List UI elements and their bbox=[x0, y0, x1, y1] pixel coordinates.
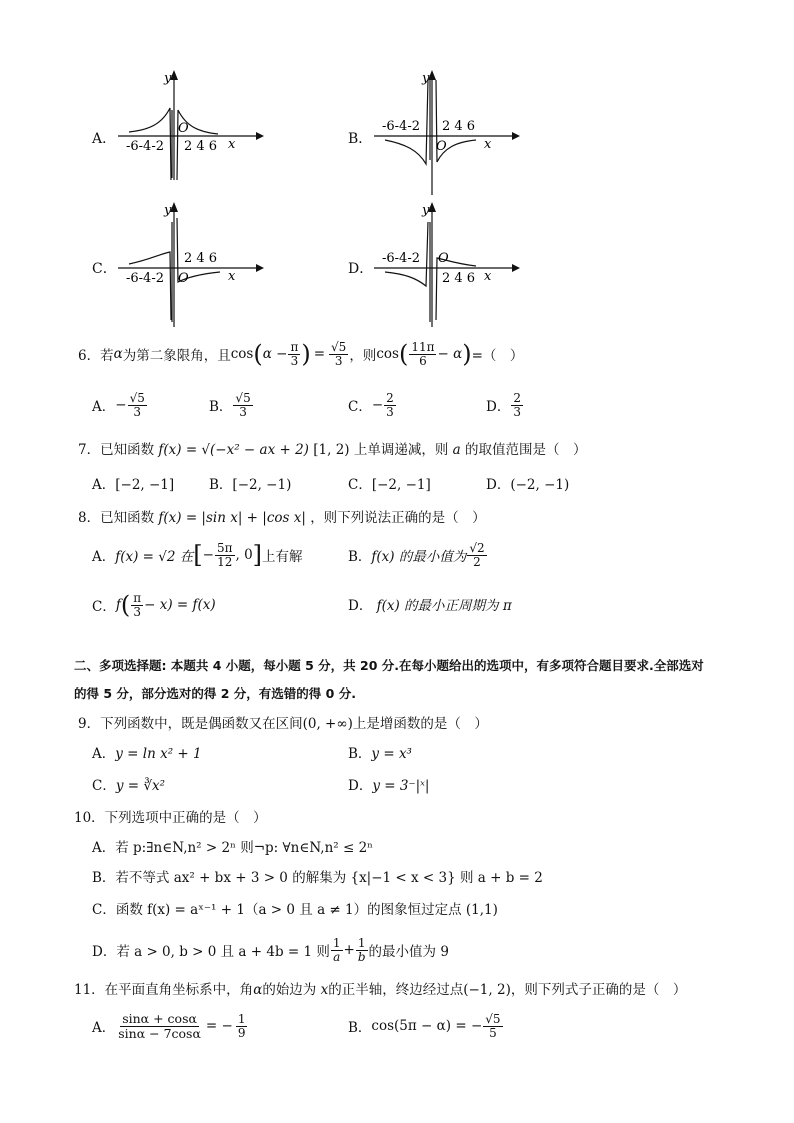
option-a[interactable]: A． − $\frac{√5}{3}$ bbox=[92, 390, 145, 419]
option-c[interactable]: C．函数 f(x) = aˣ⁻¹ + 1（a > 0 且 a ≠ 1）的图象恒过定点 (1,1) bbox=[92, 902, 498, 918]
x-axis-label: x bbox=[484, 269, 492, 284]
question-7-stem: 7．已知函数 f(x) = √(−x² − ax + 2) [1, 2) 上单调递减，则 a 的取值范围是（ ） bbox=[78, 442, 587, 458]
x-axis-label: x bbox=[484, 137, 492, 152]
question-6-options bbox=[92, 388, 552, 422]
option-a[interactable]: A． $\frac{\sin\alpha + \cos\alpha}{\sin\alpha - 7\cos\alpha}$ = − $\frac{1}{9}$ bbox=[92, 1011, 246, 1041]
x-axis-label: x bbox=[228, 269, 236, 284]
graph-b-svg bbox=[370, 70, 530, 200]
question-9-stem: 9．下列函数中，既是偶函数又在区间(0, +∞)上是增函数的是（ ） bbox=[78, 716, 488, 732]
option-b[interactable]: B．若不等式 ax² + bx + 3 > 0 的解集为 {x|−1 < x < 3} 则 a + b = 2 bbox=[92, 870, 543, 886]
question-8-stem: 8．已知函数 f(x) = |sin x| + |cos x| ，则下列说法正确的是（ ） bbox=[78, 510, 486, 526]
option-b[interactable]: B． $\frac{√5}{3}$ bbox=[209, 390, 251, 419]
ticks-pos: 2 4 6 bbox=[442, 119, 476, 134]
graph-a-svg bbox=[114, 70, 274, 190]
option-label: B． bbox=[348, 131, 373, 147]
ticks-neg: -6-4-2 bbox=[126, 139, 164, 154]
option-d[interactable]: D． $\frac{2}{3}$ bbox=[486, 390, 521, 419]
section-2-heading-line2: 的得 5 分，部分选对的得 2 分，有选错的得 0 分. bbox=[74, 686, 356, 701]
option-a[interactable]: A．[−2, −1] bbox=[92, 477, 175, 493]
ticks-pos: 2 4 6 bbox=[184, 139, 218, 154]
question-11-stem: 11．在平面直角坐标系中，角α的始边为 x的正半轴，终边经过点(−1, 2)，则下列式子正确的是（ ） bbox=[74, 982, 687, 998]
option-c[interactable]: C．y = ∛x² bbox=[92, 778, 165, 794]
ticks-pos: 2 4 6 bbox=[184, 251, 218, 266]
question-6-stem: 6．若 α 为第二象限角，且 cos ( α − $\frac{\pi}{3}$ ) = $\frac{√5}{3}$ ，则 cos ( $\frac{11\pi}{6}$ − α ) =（ ） bbox=[78, 339, 524, 368]
option-a[interactable]: A． f(x) = √2 在 [ − $\frac{5\pi}{12}$ , 0 ] 上有解 bbox=[92, 540, 303, 569]
ticks-pos: 2 4 6 bbox=[442, 271, 476, 286]
option-c[interactable]: C．[−2, −1] bbox=[348, 477, 431, 493]
option-a[interactable]: A．y = ln x² + 1 bbox=[92, 746, 202, 762]
option-a[interactable]: A．若 p:∃n∈N,n² > 2ⁿ 则¬p: ∀n∈N,n² ≤ 2ⁿ bbox=[92, 840, 374, 856]
option-label: D． bbox=[348, 261, 374, 277]
graph-c-svg bbox=[114, 202, 274, 332]
graph-d-svg bbox=[370, 202, 530, 332]
ticks-neg: -6-4-2 bbox=[382, 251, 420, 266]
option-b[interactable]: B． cos(5π − α) = − $\frac{√5}{5}$ bbox=[348, 1011, 501, 1040]
fraction: $\frac{√5}{3}$ bbox=[331, 339, 347, 368]
option-d[interactable]: D．y = 3⁻|ˣ| bbox=[348, 778, 430, 794]
y-axis-label: y bbox=[164, 71, 172, 86]
section-2-heading: 二、多项选择题: 本题共 4 小题，每小题 5 分，共 20 分.在每小题给出的选项中，有多项符合题目要求.全部选对 bbox=[74, 658, 704, 673]
origin-label: O bbox=[178, 271, 189, 286]
fraction: $\frac{\pi}{3}$ bbox=[290, 339, 299, 368]
y-axis-label: y bbox=[422, 203, 430, 218]
option-d[interactable]: D．若 a > 0, b > 0 且 a + 4b = 1 则 $\frac{1}{a}$ + $\frac{1}{b}$ 的最小值为 9 bbox=[92, 935, 449, 964]
option-label: C． bbox=[92, 261, 117, 277]
origin-label: O bbox=[438, 251, 449, 266]
option-label: A． bbox=[92, 131, 117, 147]
option-c[interactable]: C． − $\frac{2}{3}$ bbox=[348, 390, 394, 419]
question-7-options bbox=[92, 473, 572, 493]
ticks-neg: -6-4-2 bbox=[126, 271, 164, 286]
fraction: $\frac{11\pi}{6}$ bbox=[411, 339, 435, 368]
y-axis-label: y bbox=[422, 71, 430, 86]
y-axis-label: y bbox=[164, 203, 172, 218]
question-10-stem: 10．下列选项中正确的是（ ） bbox=[74, 810, 267, 826]
ticks-neg: -6-4-2 bbox=[382, 119, 420, 134]
option-d[interactable]: D．(−2, −1) bbox=[486, 477, 570, 493]
x-axis-label: x bbox=[228, 137, 236, 152]
option-b[interactable]: B．y = x³ bbox=[348, 746, 412, 762]
origin-label: O bbox=[178, 121, 189, 136]
origin-label: O bbox=[436, 139, 447, 154]
option-c[interactable]: C． f ( $\frac{\pi}{3}$ − x) = f(x) bbox=[92, 590, 216, 619]
option-d[interactable]: D． f(x) 的最小正周期为 π bbox=[348, 598, 512, 614]
option-b[interactable]: B．[−2, −1) bbox=[209, 477, 292, 493]
option-b[interactable]: B． f(x) 的最小值为 $\frac{√2}{2}$ bbox=[348, 540, 485, 569]
